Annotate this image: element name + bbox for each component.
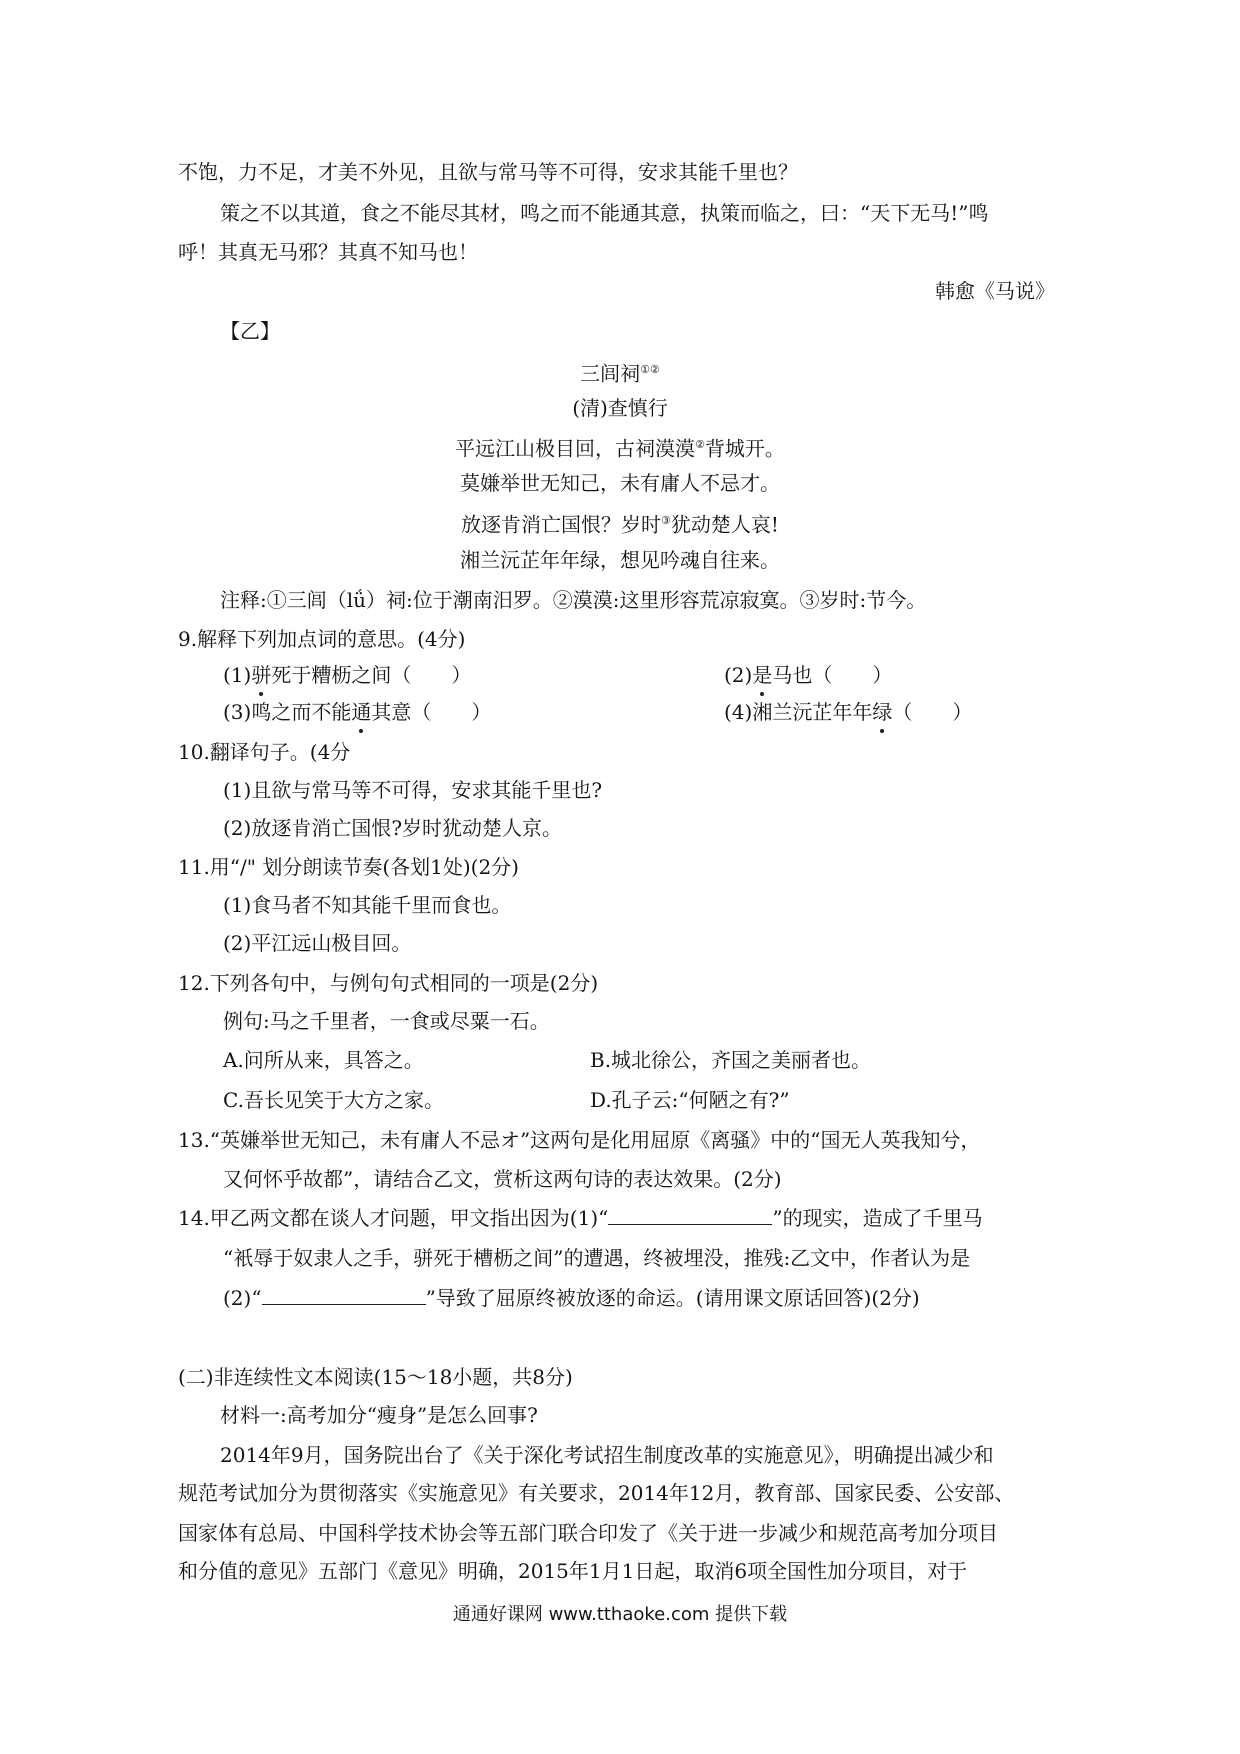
poem-notes: 注释:①三闾（lǘ）祠:位于潮南汨罗。②漠漠:这里形容荒凉寂寞。③岁时:节今。 bbox=[220, 588, 927, 612]
jia-line-1: 不饱，力不足，才美不外见，且欲与常马等不可得，安求其能千里也？ bbox=[178, 160, 798, 184]
poem-verse-1: 平远江山极目回，古祠漠漠②背城开。 bbox=[455, 436, 785, 461]
question-12-option-a: A.问所从来，具答之。 bbox=[223, 1048, 424, 1072]
material-1-para-line-1: 2014年9月，国务院出台了《关于深化考试招生制度改革的实施意见》，明确提出减少和 bbox=[220, 1443, 994, 1467]
question-14-line-2: “衹辱于奴隶人之手，骈死于槽枥之间”的遭遇，终被埋没，推残:乙文中，作者认为是 bbox=[223, 1246, 971, 1270]
question-9-item-1: (1)骈死于糟枥之间（ ） bbox=[223, 660, 471, 690]
question-14-line-1: 14.甲乙两文都在谈人才问题，甲文指出因为(1)“ ”的现实，造成了千里马 bbox=[178, 1206, 983, 1230]
question-12-option-d: D.孔子云:“何陋之有?” bbox=[590, 1088, 790, 1112]
question-12-example: 例句:马之千里者，一食或尽粟一石。 bbox=[223, 1009, 550, 1033]
question-12-option-b: B.城北徐公，齐国之美丽者也。 bbox=[590, 1048, 872, 1072]
question-10-stem: 10.翻译句子。(4分 bbox=[178, 740, 351, 764]
answer-blank-2[interactable] bbox=[262, 1284, 426, 1305]
question-12-stem: 12.下列各句中，与例句句式相同的一项是(2分) bbox=[178, 971, 599, 995]
question-13-line-1: 13.“英嫌举世无知己，未有庸人不忌オ”这两句是化用屈原《离骚》中的“国无人英我知兮， bbox=[178, 1128, 981, 1152]
question-11-sentence-1: (1)食马者不知其能千里而食也。 bbox=[223, 893, 512, 917]
material-1-title: 材料一:高考加分“瘦身”是怎么回事? bbox=[220, 1403, 538, 1427]
jia-line-3: 呼！其真无马邪？其真不知马也！ bbox=[178, 240, 478, 264]
emphasis-dot-char: 骈 bbox=[251, 660, 271, 690]
question-12-option-c: C.吾长见笑于大方之家。 bbox=[223, 1088, 444, 1112]
emphasis-dot-char: 是 bbox=[752, 660, 772, 690]
emphasis-dot-char: 通 bbox=[351, 697, 371, 727]
material-1-para-line-2: 规范考试加分为贯彻落实《实施意见》有关要求，2014年12月，教育部、国家民委、公安部、 bbox=[178, 1481, 1015, 1505]
jia-line-2: 策之不以其道，食之不能尽其材，鸣之而不能通其意，执策而临之，曰：“天下无马!”鸣 bbox=[220, 201, 989, 225]
page-footer: 通通好课网 www.tthaoke.com 提供下载 bbox=[452, 1604, 788, 1625]
poem-verse-2: 莫嫌举世无知己，未有庸人不忌才。 bbox=[460, 471, 780, 495]
question-13-line-2: 又何怀乎故都”，请结合乙文，赏析这两句诗的表达效果。(2分) bbox=[223, 1167, 782, 1191]
material-1-para-line-3: 国家体有总局、中国科学技术协会等五部门联合印发了《关于进一步减少和规范高考加分项目 bbox=[178, 1521, 998, 1545]
poem-author: (清)查慎行 bbox=[572, 396, 668, 420]
jia-source: 韩愈《马说》 bbox=[935, 279, 1055, 303]
poem-verse-3: 放逐肯消亡国恨？岁时③犹动楚人哀! bbox=[461, 512, 779, 537]
poem-verse-4: 湘兰沅芷年年绿，想见吟魂自往来。 bbox=[460, 548, 780, 572]
question-11-stem: 11.用“/" 划分朗读节奏(各划1处)(2分) bbox=[178, 855, 519, 879]
material-1-para-line-4: 和分值的意见》五部门《意见》明确，2015年1月1日起，取消6项全国性加分项目，对于 bbox=[178, 1559, 968, 1583]
question-14-line-3: (2)“ ”导致了屈原终被放逐的命运。(请用课文原话回答)(2分) bbox=[223, 1286, 920, 1310]
section-2-heading: (二)非连续性文本阅读(15～18小题，共8分) bbox=[178, 1365, 573, 1389]
poem-title-note-marks: ①② bbox=[640, 363, 660, 376]
question-11-sentence-2: (2)平江远山极目回。 bbox=[223, 931, 412, 955]
emphasis-dot-char: 绿 bbox=[872, 697, 892, 727]
question-9-item-2: (2)是马也（ ） bbox=[724, 660, 892, 690]
question-9-item-4: (4)湘兰沅芷年年绿（ ） bbox=[724, 697, 972, 727]
question-10-sentence-2: (2)放逐肯消亡国恨?岁时犹动楚人京。 bbox=[223, 816, 563, 840]
question-10-sentence-1: (1)且欲与常马等不可得，安求其能千里也? bbox=[223, 778, 603, 802]
question-9-item-3: (3)鸣之而不能通其意（ ） bbox=[223, 697, 491, 727]
yi-label: 【乙】 bbox=[220, 319, 280, 343]
answer-blank-1[interactable] bbox=[608, 1204, 772, 1225]
question-9-stem: 9.解释下列加点词的意思。(4分) bbox=[178, 627, 466, 651]
poem-title: 三闾祠①② bbox=[580, 361, 660, 386]
